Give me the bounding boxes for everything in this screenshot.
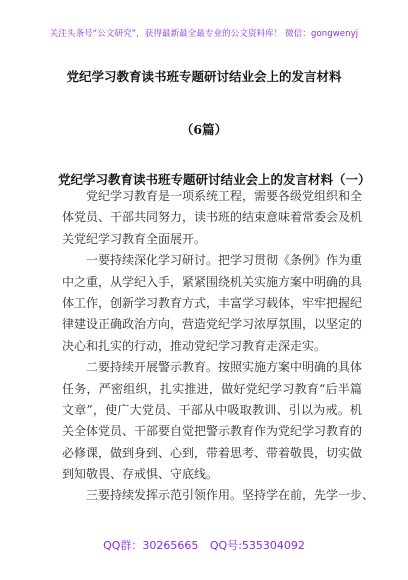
- body-line: 体工作，创新学习教育方式，丰富学习载体，牢牢把握纪: [62, 295, 363, 310]
- footer-qq-number: QQ号:535304092: [209, 539, 305, 552]
- body-line: 必修课，做到身到、心到，带着思考、带着敬畏，切实做: [62, 445, 363, 460]
- body-line: 关党纪学习教育全面展开。: [62, 231, 207, 246]
- body-line: 任务，严密组织，扎实推进，做好党纪学习教育“后半篇: [62, 381, 362, 396]
- body-line: 三要持续发挥示范引领作用。坚持学在前，先学一步、: [86, 488, 375, 503]
- footer: [0, 537, 408, 553]
- body-text: [62, 186, 375, 507]
- body-line: 关全体党员、干部要自觉把警示教育作为党纪学习教育的: [62, 424, 363, 439]
- body-line: 一要持续深化学习研讨。把学习贯彻《条例》作为重: [86, 253, 363, 268]
- body-line: 到知敬畏、存戒惧、守底线。: [62, 467, 219, 482]
- body-line: 体党员、干部共同努力，读书班的结束意味着常委会及机: [62, 210, 363, 225]
- header-note: 关注头条号“公文研究”，获得最新最全最专业的公文资料库！ 微信：gongwenyj: [49, 29, 359, 39]
- body-line: 二要持续开展警示教育。按照实施方案中明确的具体: [86, 360, 363, 375]
- footer-qq-group: QQ群：30265665: [103, 539, 199, 552]
- document-title: 党纪学习教育读书班专题研讨结业会上的发言材料: [66, 69, 342, 84]
- body-line: 律建设正确政治方向，营造党纪学习浓厚氛围，以坚定的: [62, 317, 363, 332]
- body-line: 党纪学习教育是一项系统工程，需要各级党组织和全: [86, 189, 363, 203]
- body-line: 中之重，从学纪入手，紧紧围绕机关实施方案中明确的具: [62, 274, 363, 289]
- document-subtitle: （6篇）: [180, 122, 228, 137]
- body-line: 文章”，使广大党员、干部从中吸取教训、引以为戒。机: [62, 402, 362, 417]
- body-line: 决心和扎实的行动，推动党纪学习教育走深走实。: [62, 338, 327, 353]
- section-heading: 党纪学习教育读书班专题研讨结业会上的发言材料（一）: [58, 172, 371, 187]
